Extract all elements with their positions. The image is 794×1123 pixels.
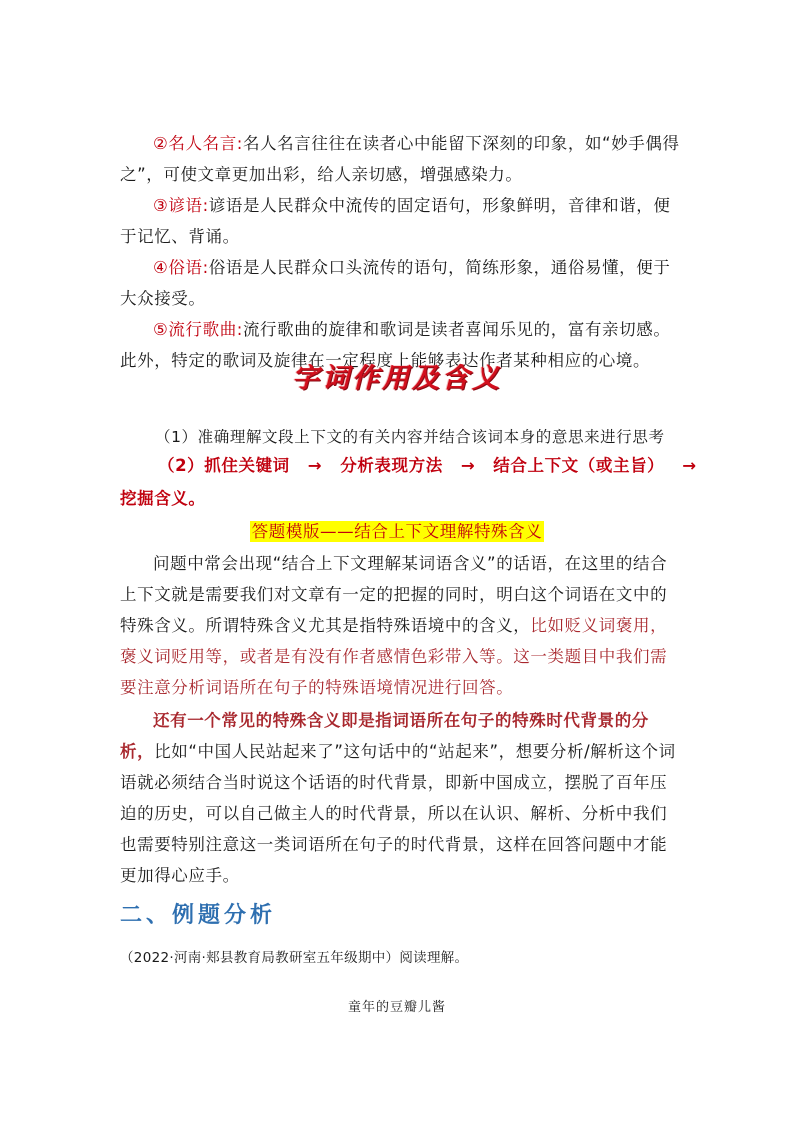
item-label: ③谚语: [153,196,209,215]
item-saying [120,252,680,314]
paragraph-bold: 还有一个常见的特殊含义即是指词语所在句子的特殊时代背景的分析， [120,711,649,761]
paragraph-text: 问题中常会出现“结合上下文理解某词语含义”的话语，在这里的结合上下文就是需要我们对文章有一定的把握的同时，明白这个词语在文中的特殊含义。所谓特殊含义尤其是指特殊语境中的含义， [120,554,668,635]
item-proverb [120,190,680,252]
story-title: 童年的豆瓣儿酱 [347,1000,446,1015]
step-2 [158,452,715,476]
arrow-icon: → [682,456,697,475]
arrow-icon: → [307,456,323,475]
item-text: 俗语是人民群众口头流传的语句，简练形象，通俗易懂，便于大众接受。 [120,258,671,308]
paragraph-highlight: 比如贬义词褒用，褒义词贬用等，或者是有没有作者感情色彩带入等。这一类题目中我们需要注意分析词语所在句子的特殊语境情况进行回答。 [120,616,668,697]
item-quote [120,128,680,190]
step-part: 分析表现方法 [340,456,443,475]
item-text: 谚语是人民群众中流传的固定语句，形象鲜明，音律和谐，便于记忆、背诵。 [120,196,671,246]
template-title: 答题模版——结合上下文理解特殊含义 [251,522,543,541]
step-1: （1）准确理解文段上下文的有关内容并结合该词本身的意思来进行思考 [155,428,665,446]
item-label: ④俗语: [153,258,209,277]
item-label: ②名人名言: [153,134,243,153]
question-source: （2022·河南·郏县教育局教研室五年级期中）阅读理解。 [120,950,469,966]
paragraph-text: 比如“中国人民站起来了”这句话中的“站起来”，想要分析/解析这个词语就必须结合当时说这个话语的时代背景，即新中国成立，摆脱了百年压迫的历史，可以自己做主人的时代背景，所以在认识、解析、分析中我们也需要特别注意这一类词语所在句子的时代背景，这样在回答问题中才能更加得心应手。 [120,742,676,885]
item-text: 名人名言往往在读者心中能留下深刻的印象，如“妙手偶得之”，可使文章更加出彩，给人亲切感，增强感染力。 [120,134,680,184]
section-heading: 二、例题分析 [120,902,277,928]
paragraph-2 [120,705,680,891]
section-title-art: 字词作用及含义 [292,363,502,394]
paragraph-1 [120,548,680,703]
step-2-end: 挖掘含义。 [120,489,206,508]
arrow-icon: → [460,456,476,475]
step-part: 结合上下文（或主旨） [493,456,665,475]
template-heading [0,518,794,542]
step-part: （2）抓住关键词 [158,456,290,475]
item-label: ⑤流行歌曲: [153,320,243,339]
item-text: 流行歌曲的旋律和歌词是读者喜闻乐见的，富有亲切感。此外，特定的歌词及旋律在一定程度上能够表达作者某种相应的心境。 [120,320,671,370]
